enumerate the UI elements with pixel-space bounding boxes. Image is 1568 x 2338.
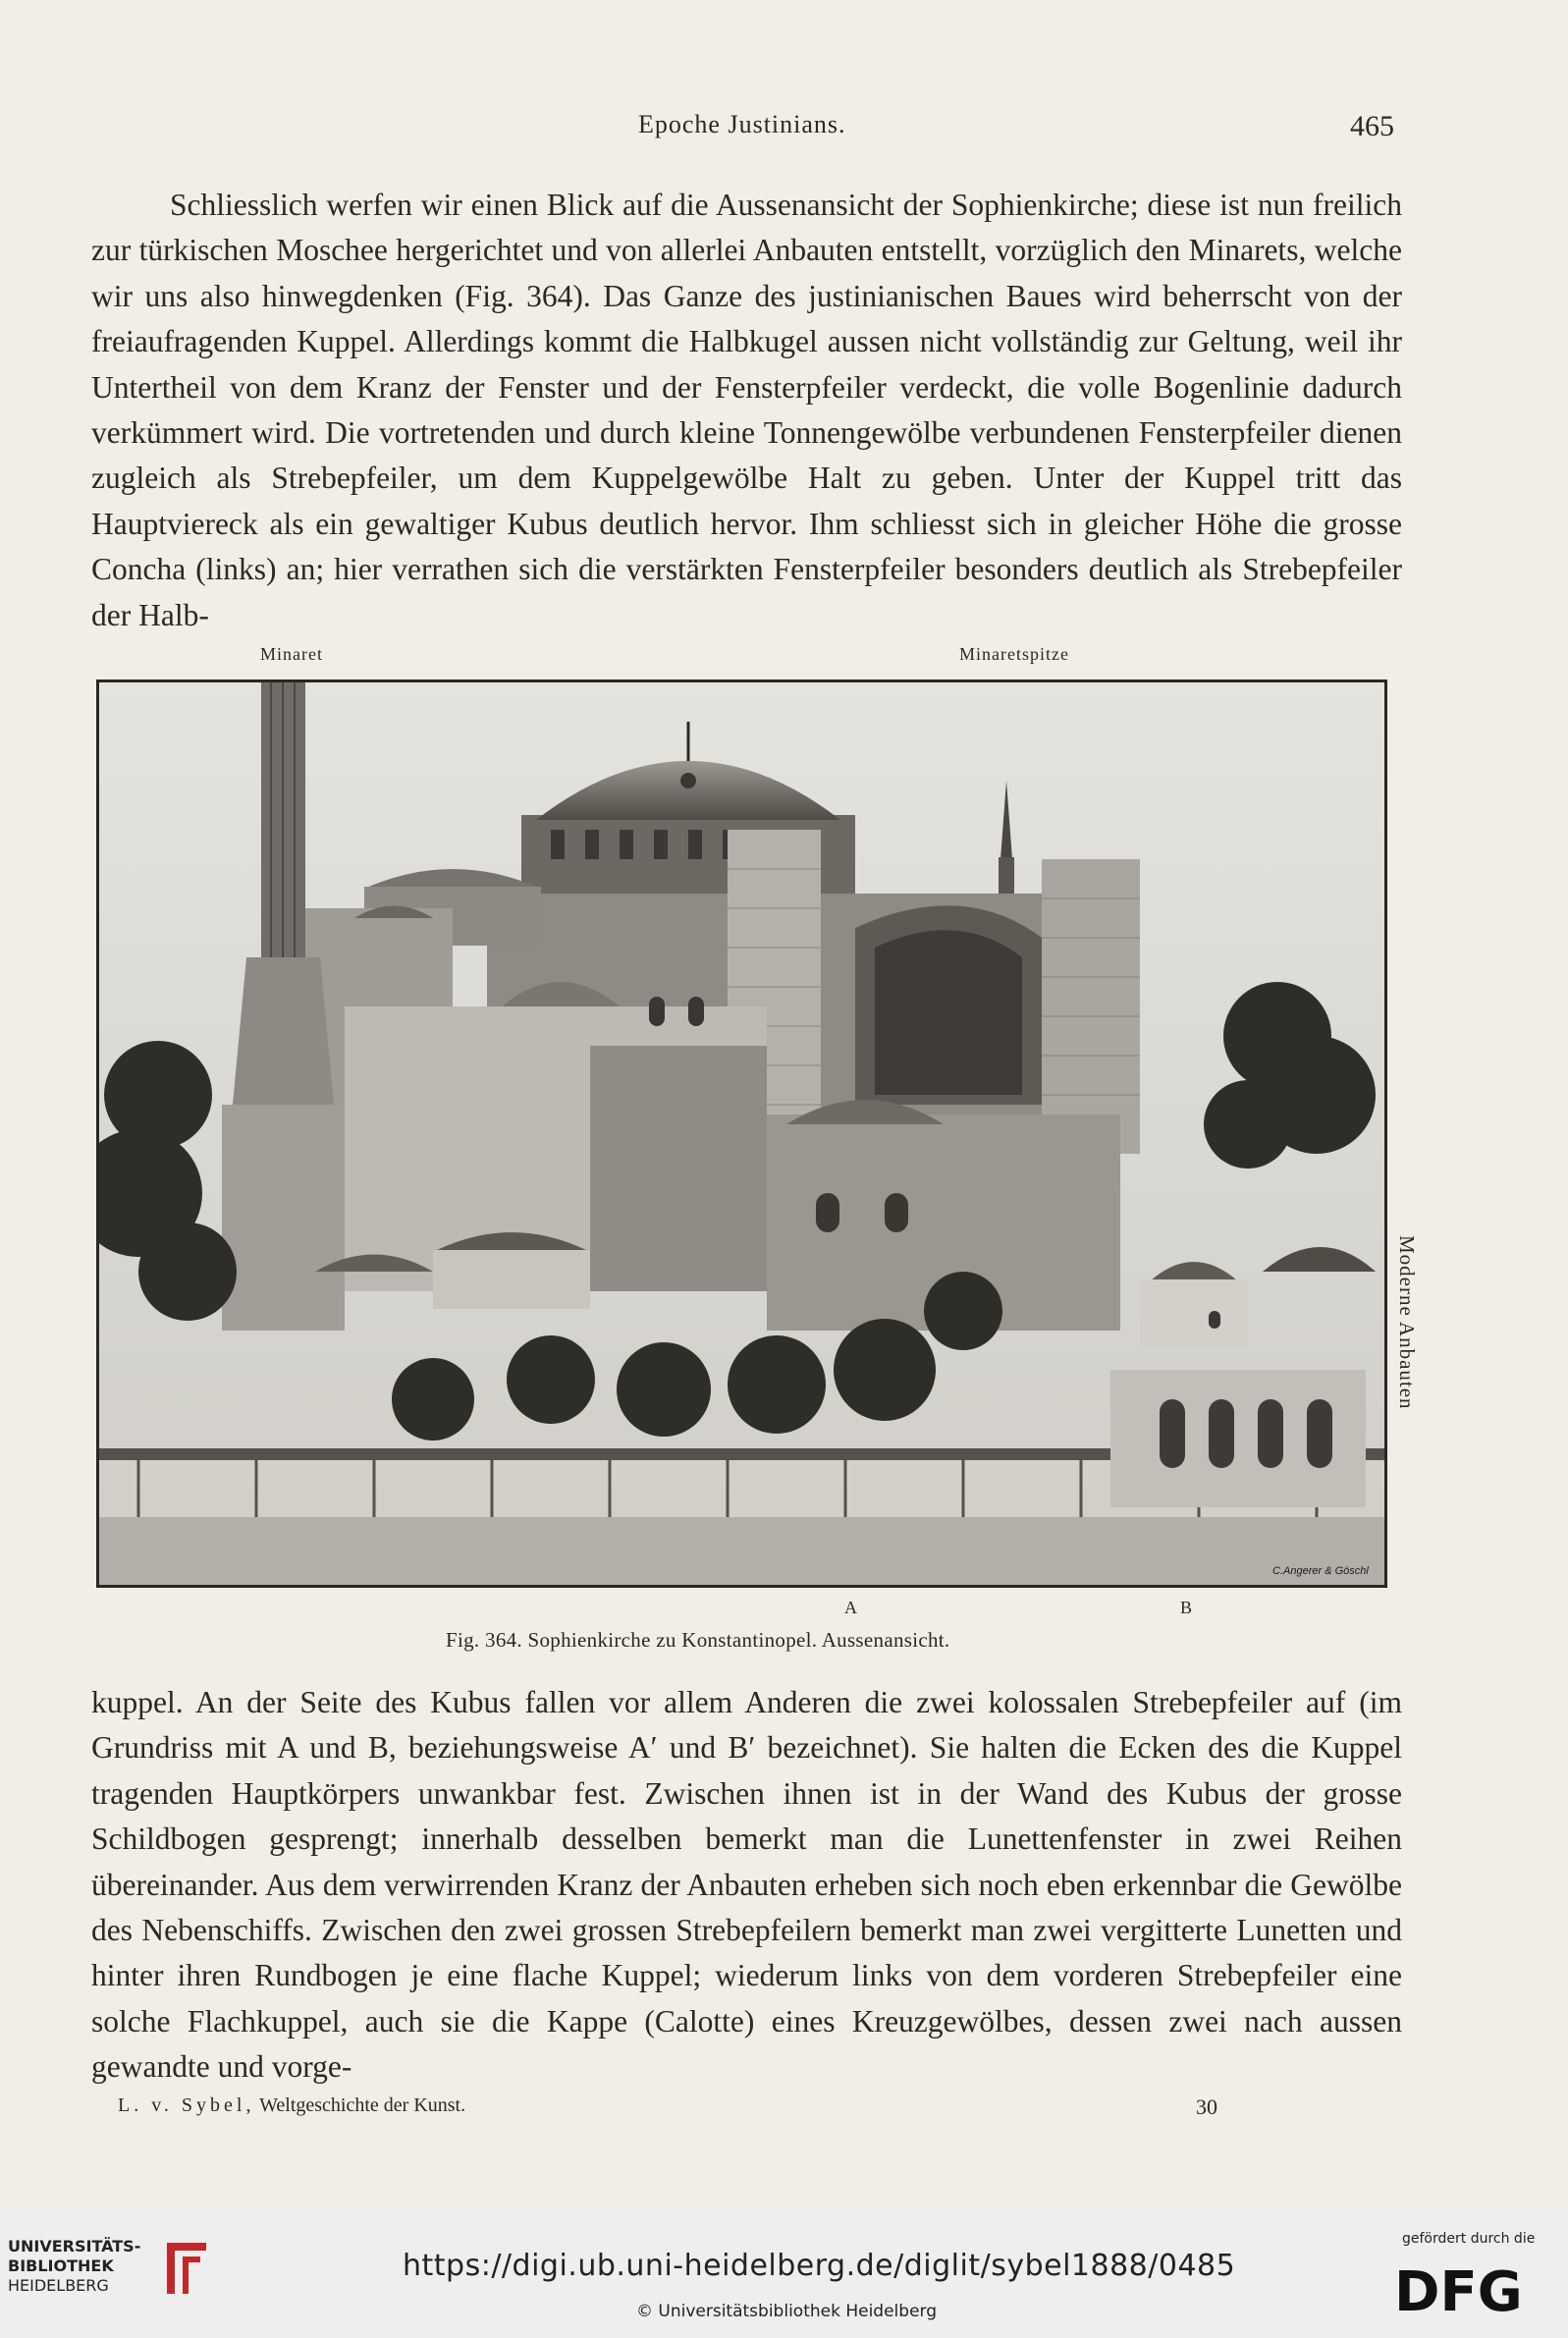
figure-caption: Fig. 364. Sophienkirche zu Konstantinopel. Aussenansicht. [446, 1628, 950, 1652]
figure-label-modern-annexes [1395, 1235, 1421, 1530]
photo-credit: C.Angerer & Göschl [1272, 1565, 1369, 1577]
sponsor-text: gefördert durch die [1402, 2231, 1536, 2247]
library-name-line-2: BIBLIOTHEK [8, 2256, 114, 2275]
library-footer-bar [0, 2207, 1568, 2338]
figure-label-minaret: Minaret [260, 644, 323, 664]
side-label-text: Moderne Anbauten [1395, 1235, 1419, 1410]
footer-sheet-number: 30 [1196, 2094, 1217, 2119]
dfg-logo-icon [1394, 2261, 1551, 2320]
copyright-notice: © Universitätsbibliothek Heidelberg [636, 2302, 938, 2321]
figure-marker-b: B [1180, 1598, 1193, 1617]
library-logo-icon [157, 2233, 216, 2302]
running-title: Epoche Justinians. [638, 110, 846, 138]
library-name [8, 2237, 140, 2296]
library-name-line-1: UNIVERSITÄTS- [8, 2237, 141, 2256]
figure-marker-a: A [844, 1598, 857, 1617]
footer-author: L. v. Sybel, [118, 2094, 255, 2116]
footer-signature [118, 2094, 465, 2117]
body-paragraph-1: Schliesslich werfen wir einen Blick auf die Aussenansicht der Sophienkirche; diese ist nun freilich zur türkischen Moschee hergerichtet und von allerlei Anbauten entstellt, vorzüglich den Minarets, welche wir uns also hinwegdenken (Fig. 364). Das Ganze des justinianischen Baues wird beherrscht von der freiaufragenden Kuppel. Allerdings kommt die Halbkugel aussen nicht vollständig zur Geltung, weil ihr Untertheil von dem Kranz der Fenster und der Fensterpfeiler verdeckt, die volle Bogenlinie dadurch verkümmert wird. Die vortretenden und durch kleine Tonnengewölbe verbundenen Fensterpfeiler dienen zugleich als Strebepfeiler, um dem Kuppelgewölbe Halt zu geben. Unter der Kuppel tritt das Hauptviereck als ein gewaltiger Kubus deutlich hervor. Ihm schliesst sich in gleicher Höhe die grosse Concha (links) an; hier verrathen sich die verstärkten Fensterpfeiler besonders deutlich als Strebepfeiler der Halb- [91, 188, 1402, 632]
figure-label-minaret-tip: Minaretspitze [959, 644, 1069, 664]
permalink-url[interactable]: https://digi.ub.uni-heidelberg.de/diglit/sybel1888/0485 [403, 2249, 1236, 2283]
body-paragraph-2: kuppel. An der Seite des Kubus fallen vor allem Anderen die zwei kolossalen Strebepfeiler auf (im Grundriss mit A und B, beziehungsweise A′ und B′ bezeichnet). Sie halten die Ecken des die Kuppel tragenden Hauptkörpers unwankbar fest. Zwischen ihnen ist in der Wand des Kubus der grosse Schildbogen gesprengt; innerhalb desselben bemerkt man die Lunettenfenster in zwei Reihen übereinander. Aus dem verwirrenden Kranz der Anbauten erheben sich noch eben erkennbar die Gewölbe des Nebenschiffs. Zwischen den zwei grossen Strebepfeilern bemerkt man zwei vergitterte Lunetten und hinter ihren Rundbogen je eine flache Kuppel; wiederum links von dem vorderen Strebepfeiler eine solche Flachkuppel, auch sie die Kappe (Calotte) eines Kreuzgewölbes, dessen zwei nach aussen gewandte und vorge- [91, 1685, 1402, 2085]
library-name-line-3: HEIDELBERG [8, 2276, 109, 2295]
dfg-logo-text: DFG [1394, 2261, 1523, 2320]
footer-work: Weltgeschichte der Kunst. [259, 2094, 466, 2116]
page-number: 465 [1350, 110, 1394, 142]
hagia-sophia-photo [96, 680, 1387, 1588]
